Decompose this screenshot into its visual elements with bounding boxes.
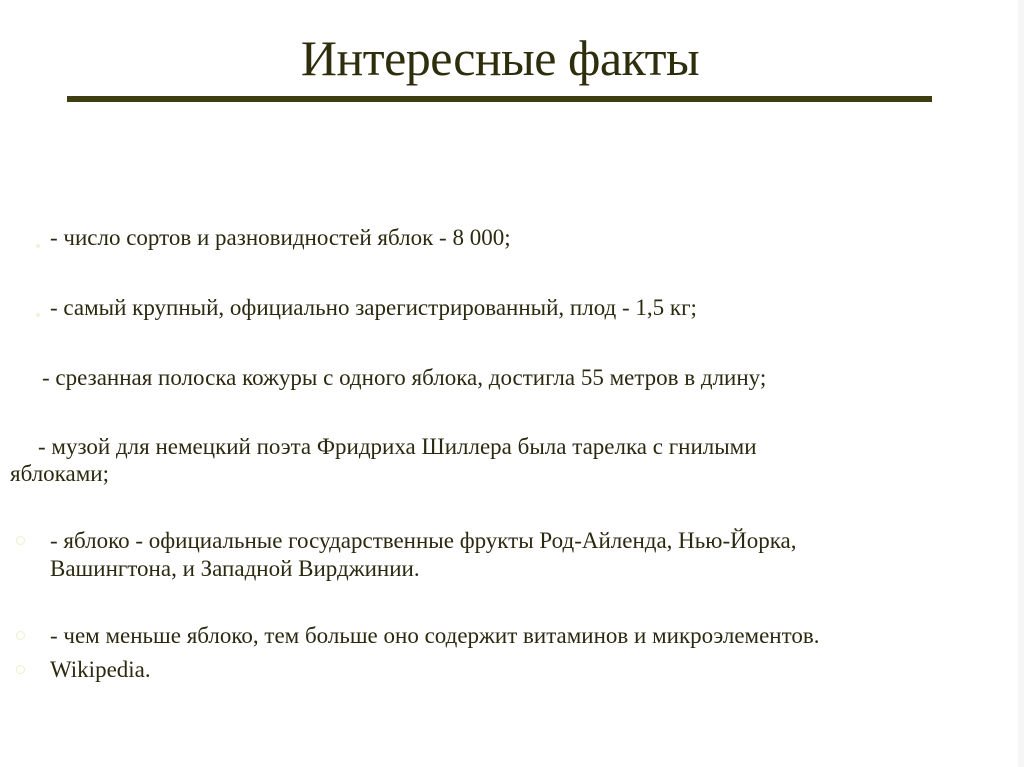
title-underline-rule — [67, 96, 932, 102]
source-citation: Wikipedia. — [50, 657, 151, 682]
bullet-ring-icon — [16, 665, 25, 674]
fact-item-largest-fruit: - самый крупный, официально зарегистрированный, плод - 1,5 кг; — [50, 295, 697, 320]
fact-item-state-fruit-line2: Вашингтона, и Западной Вирджинии. — [50, 556, 420, 581]
slide-title: Интересные факты — [300, 30, 700, 86]
fact-item-peel-strip: - срезанная полоска кожуры с одного яблока, достигла 55 метров в длину; — [42, 365, 767, 390]
fact-item-state-fruit-line1: - яблоко - официальные государственные фрукты Род-Айленда, Нью-Йорка, — [50, 528, 797, 553]
fact-item-vitamins: - чем меньше яблоко, тем больше оно содержит витаминов и микроэлементов. — [50, 623, 820, 648]
bullet-icon — [36, 313, 40, 317]
bullet-ring-icon — [16, 631, 25, 640]
fact-item-varieties: - число сортов и разновидностей яблок - 8 000; — [50, 225, 511, 250]
bullet-ring-icon — [16, 536, 25, 545]
bullet-icon — [36, 244, 40, 248]
slide-edge-strip — [1018, 0, 1024, 767]
fact-item-schiller-line2: яблоками; — [10, 461, 109, 486]
fact-item-schiller-line1: - музой для немецкий поэта Фридриха Шиллера была тарелка с гнилыми — [38, 434, 757, 459]
